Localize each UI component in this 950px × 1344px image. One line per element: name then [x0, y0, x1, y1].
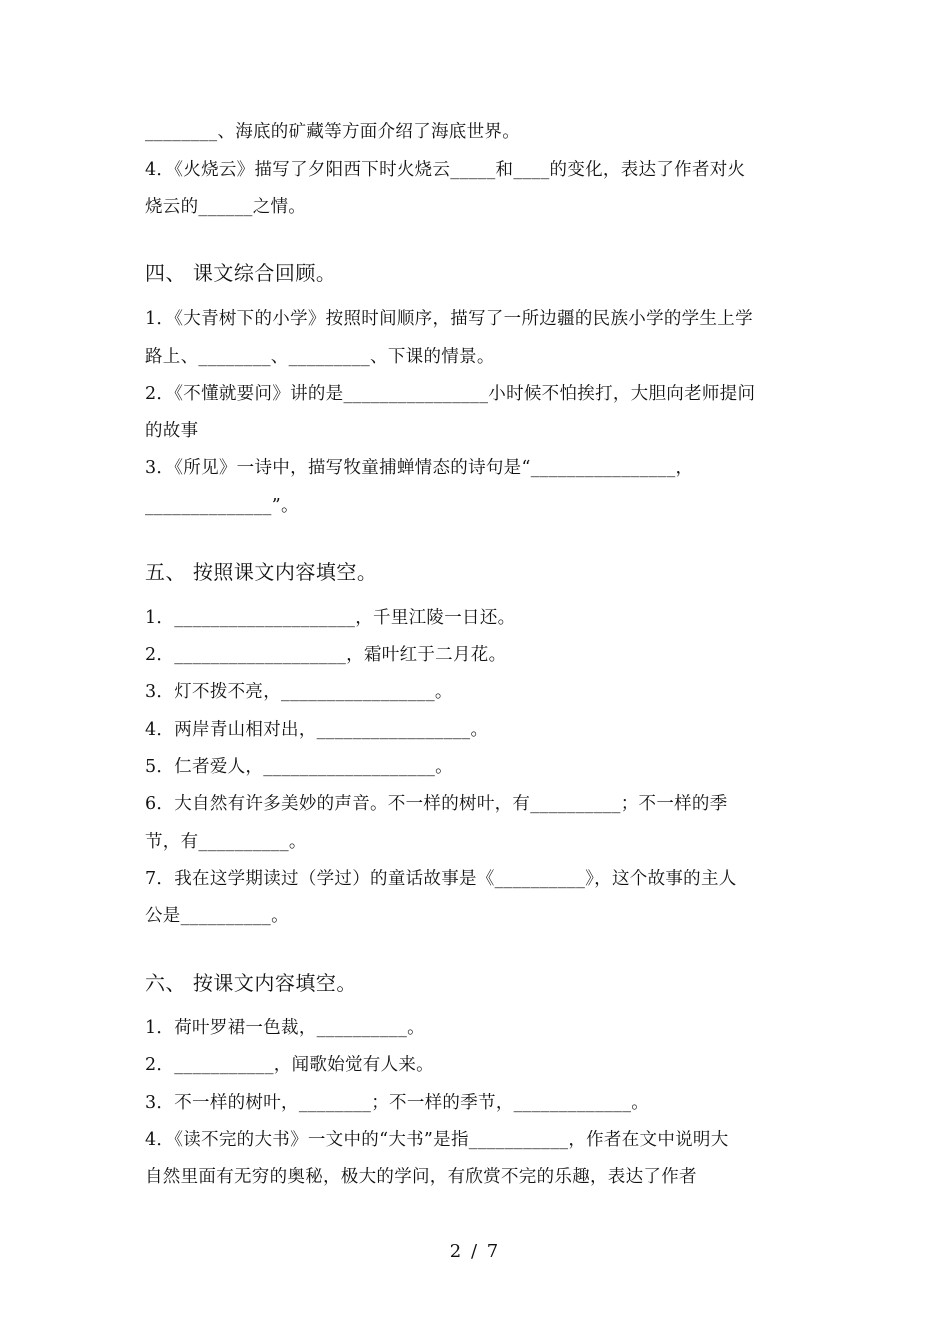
text-line: 2．___________，闻歌始觉有人来。: [145, 1055, 434, 1075]
text-line: 1．____________________，千里江陵一日还。: [145, 608, 516, 628]
text-line: 节，有__________。: [145, 832, 307, 852]
text-line: 烧云的______之情。: [145, 197, 307, 217]
text-line: 4．《火烧云》描写了夕阳西下时火烧云_____和____的变化，表达了作者对火: [145, 160, 746, 180]
text-line: 路上、________、_________、下课的情景。: [145, 347, 495, 367]
text-line: 7．我在这学期读过（学过）的童话故事是《__________》，这个故事的主人: [145, 869, 737, 889]
text-line: 1．《大青树下的小学》按照时间顺序，描写了一所边疆的民族小学的学生上学: [145, 309, 753, 329]
text-line: 2．《不懂就要问》讲的是________________小时候不怕挨打，大胆向老师提问: [145, 384, 756, 404]
text-line: 的故事: [145, 421, 199, 441]
text-line: 自然里面有无穷的奥秘，极大的学问，有欣赏不完的乐趣，表达了作者: [145, 1167, 697, 1187]
section-heading-4: 四、 课文综合回顾。: [145, 261, 337, 285]
text-line: 1．荷叶罗裙一色裁，__________。: [145, 1018, 425, 1038]
text-line: 3．《所见》一诗中，描写牧童捕蝉情态的诗句是“________________，: [145, 458, 694, 478]
text-line: 4．两岸青山相对出，_________________。: [145, 720, 489, 740]
section-heading-5: 五、 按照课文内容填空。: [145, 560, 378, 584]
text-line: ________、海底的矿藏等方面介绍了海底世界。: [145, 122, 520, 142]
text-line: 6．大自然有许多美妙的声音。不一样的树叶，有__________；不一样的季: [145, 794, 728, 814]
text-line: 4．《读不完的大书》一文中的“大书”是指___________，作者在文中说明大: [145, 1130, 729, 1150]
text-line: 公是__________。: [145, 906, 289, 926]
section-heading-6: 六、 按课文内容填空。: [145, 971, 357, 995]
text-line: 3．不一样的树叶，________；不一样的季节，_____________。: [145, 1093, 650, 1113]
text-line: 5．仁者爱人，___________________。: [145, 757, 453, 777]
text-line: 2．___________________，霜叶红于二月花。: [145, 645, 507, 665]
text-line: 3．灯不拨不亮，_________________。: [145, 682, 453, 702]
page-number: 2 / 7: [449, 1241, 501, 1262]
text-line: ______________”。: [145, 496, 299, 516]
